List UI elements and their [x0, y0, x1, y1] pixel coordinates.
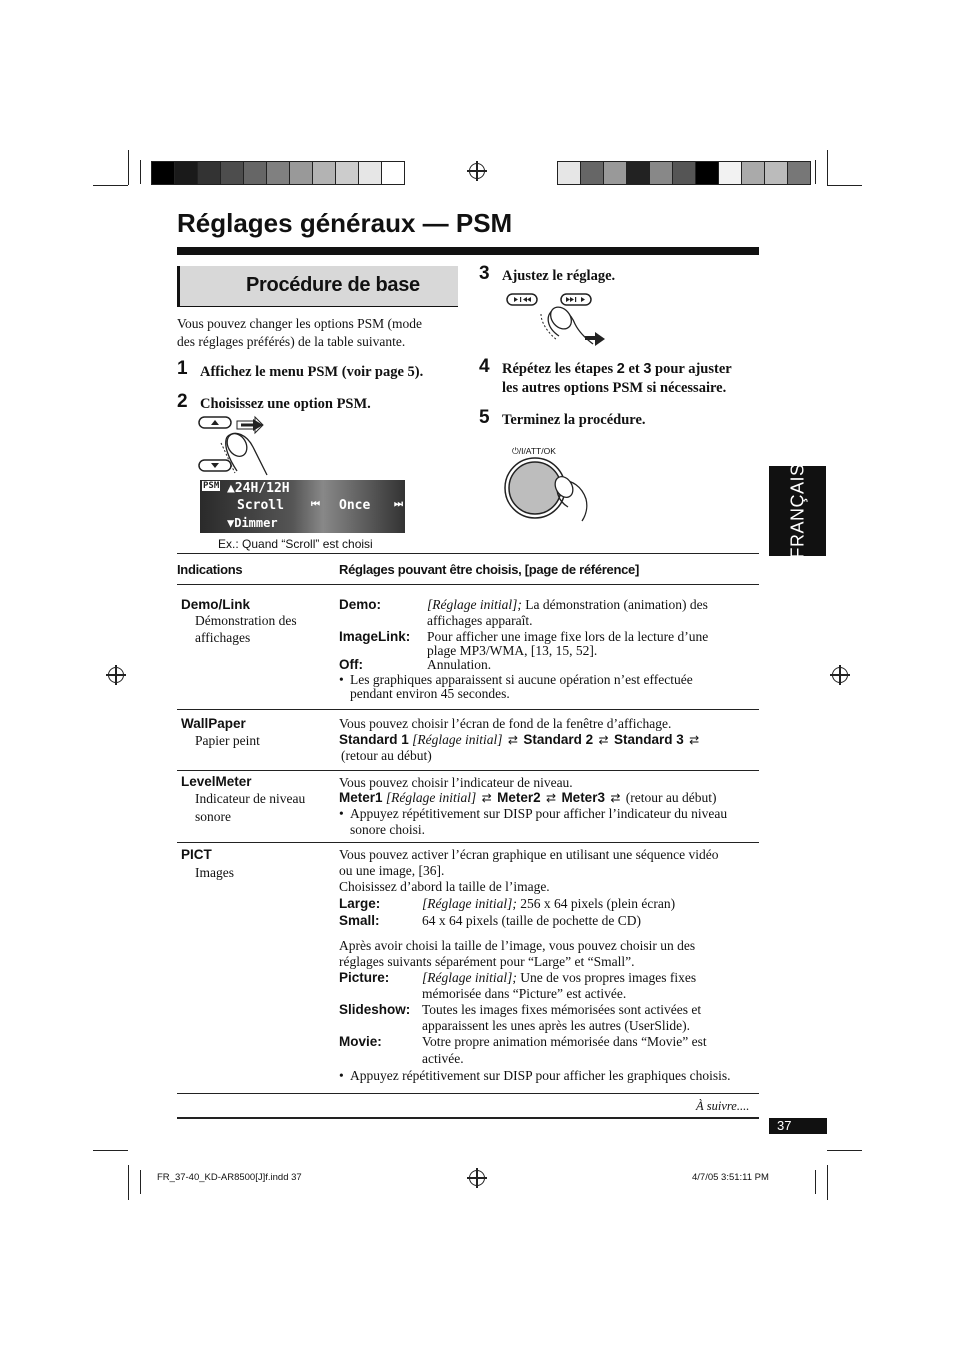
language-tab-label: FRANÇAIS	[787, 463, 807, 559]
levelmeter-note-2: sonore choisi.	[350, 822, 425, 837]
pict-picture-val	[422, 970, 696, 986]
lcd-line-2: Scroll	[237, 498, 284, 513]
color-swatch	[627, 162, 650, 184]
demo-note-2: pendant environ 45 secondes.	[350, 686, 510, 701]
table-header-indications: Indications	[177, 562, 243, 577]
color-bar-left	[151, 161, 405, 185]
pict-picture-text: Une de vos propres images fixes	[520, 970, 697, 985]
row-sub-levelmeter: Indicateur de niveau	[195, 791, 306, 806]
section-subhead	[177, 266, 458, 307]
color-swatch	[696, 162, 719, 184]
color-swatch	[359, 162, 382, 184]
row-name-pict: PICT	[181, 847, 212, 862]
pict-small-key-label: Small:	[339, 913, 380, 928]
row-sub-levelmeter: sonore	[195, 809, 231, 824]
color-swatch	[175, 162, 198, 184]
crop-mark	[140, 1170, 141, 1194]
step-text: Ajustez le réglage.	[502, 268, 616, 284]
crop-mark	[815, 1170, 816, 1194]
row-sub-demo: Démonstration des	[195, 613, 297, 628]
pict-large-key	[339, 896, 380, 912]
color-bar-right	[557, 161, 811, 185]
pict-slideshow-key	[339, 1002, 410, 1018]
demo-val-text: La démonstration (animation) des	[525, 597, 708, 612]
levelmeter-meter-1: Meter1	[339, 790, 383, 805]
color-swatch	[788, 162, 810, 184]
subhead-text: Procédure de base	[246, 274, 420, 296]
footer-left: FR_37-40_KD-AR8500[J]f.indd 37	[157, 1172, 302, 1183]
intro-line-2: des réglages préférés) de la table suivante.	[177, 334, 406, 349]
color-swatch	[221, 162, 244, 184]
step-number: 4	[479, 356, 490, 377]
crop-mark	[827, 1165, 828, 1200]
pict-p2: ou une image, [36].	[339, 863, 445, 878]
pict-picture-val-2: mémorisée dans “Picture” est activée.	[422, 986, 627, 1001]
step-number: 2	[177, 391, 188, 412]
crop-mark	[93, 185, 128, 186]
demo-val-2: affichages apparaît.	[427, 613, 533, 628]
crop-mark	[140, 160, 141, 184]
step4-text-a: Répétez les étapes	[502, 361, 614, 377]
power-button-label: ⏻/I/ATT/OK	[512, 446, 556, 456]
pict-small-key	[339, 913, 380, 929]
color-swatch	[336, 162, 359, 184]
color-swatch	[558, 162, 581, 184]
intro-line-1: Vous pouvez changer les options PSM (mode	[177, 316, 422, 331]
row-sub-pict: Images	[195, 865, 234, 880]
imagelink-val: Pour afficher une image fixe lors de la lecture d’une	[427, 629, 709, 644]
lcd-value: Once	[339, 498, 371, 513]
color-swatch	[673, 162, 696, 184]
pict-picture-key	[339, 970, 389, 986]
step-text: Affichez le menu PSM (voir page 5).	[200, 364, 424, 380]
pict-large-initial: [Réglage initial];	[422, 896, 517, 911]
step-number: 1	[177, 358, 188, 379]
page-number: 37	[777, 1118, 792, 1133]
wallpaper-line-1: Vous pouvez choisir l’écran de fond de la fenêtre d’affichage.	[339, 716, 672, 731]
wallpaper-return: (retour au début)	[341, 748, 432, 763]
crop-mark	[128, 150, 129, 185]
pict-p3: Choisissez d’abord la taille de l’image.	[339, 879, 550, 894]
wallpaper-standard-2: Standard 2	[523, 732, 594, 747]
crop-mark	[93, 1150, 128, 1151]
power-button-illustration	[502, 455, 592, 523]
registration-mark-icon	[469, 163, 485, 179]
off-key-label: Off:	[339, 657, 363, 672]
demo-note: Les graphiques apparaissent si aucune opération n’est effectuée	[350, 672, 693, 687]
step4-ref-3: 3	[643, 361, 652, 377]
registration-mark-icon	[108, 667, 124, 683]
step4-et: et	[628, 361, 640, 377]
page-number-badge	[769, 1118, 827, 1134]
pict-slideshow-val-2: apparaissent les unes après les autres (UserSlide).	[422, 1018, 691, 1033]
step4-ref-2: 2	[616, 361, 625, 377]
color-swatch	[198, 162, 221, 184]
color-swatch	[581, 162, 604, 184]
levelmeter-note: Appuyez répétitivement sur DISP pour afficher l’indicateur du niveau	[350, 806, 728, 821]
off-key	[339, 657, 363, 673]
levelmeter-meter-3: Meter3	[561, 790, 605, 805]
step-text: Terminez la procédure.	[502, 412, 646, 428]
pict-note: Appuyez répétitivement sur DISP pour afficher les graphiques choisis.	[350, 1068, 731, 1083]
title-rule	[177, 247, 759, 255]
row-sub-demo: affichages	[195, 630, 251, 645]
color-swatch	[382, 162, 404, 184]
levelmeter-options	[339, 790, 717, 806]
table-bottom-rule	[177, 1093, 759, 1094]
color-swatch	[765, 162, 788, 184]
demo-key	[339, 597, 381, 613]
cycle-arrow-icon: ⇄	[598, 733, 609, 747]
step-number: 3	[479, 263, 490, 284]
cycle-arrow-icon: ⇄	[507, 733, 518, 747]
table-header-settings: Réglages pouvant être choisis, [page de référence]	[339, 562, 639, 577]
demo-key-label: Demo:	[339, 597, 382, 612]
registration-mark-icon	[469, 1170, 485, 1186]
levelmeter-return: (retour au début)	[625, 790, 717, 805]
wallpaper-standard-3: Standard 3	[613, 732, 684, 747]
bullet: •	[339, 806, 344, 821]
row-rule	[177, 842, 759, 843]
footer-rule	[177, 1117, 759, 1119]
imagelink-key	[339, 629, 410, 645]
step4-text-b: pour ajuster	[655, 361, 732, 377]
lcd-caption: Ex.: Quand “Scroll” est choisi	[218, 537, 373, 551]
color-swatch	[650, 162, 673, 184]
wallpaper-standard-1: Standard 1	[339, 732, 409, 747]
pict-small-val: 64 x 64 pixels (taille de pochette de CD)	[422, 913, 641, 928]
crop-mark	[815, 160, 816, 184]
levelmeter-meter-2: Meter2	[497, 790, 541, 805]
prev-next-buttons-illustration	[505, 292, 610, 352]
lcd-line-1: ▲24H/12H	[227, 481, 290, 496]
levelmeter-line-1: Vous pouvez choisir l’indicateur de niveau.	[339, 775, 573, 790]
color-swatch	[742, 162, 765, 184]
demo-val	[427, 597, 708, 613]
wallpaper-options	[339, 732, 701, 748]
pict-movie-key	[339, 1034, 382, 1050]
lcd-psm-label: PSM	[203, 481, 220, 491]
pict-p5: réglages suivants séparément pour “Large” et “Small”.	[339, 954, 635, 969]
color-swatch	[313, 162, 336, 184]
cycle-arrow-icon: ⇄	[689, 733, 700, 747]
color-swatch	[604, 162, 627, 184]
step-text: Choisissez une option PSM.	[200, 396, 371, 412]
pict-large-key-label: Large:	[339, 896, 381, 911]
wallpaper-initial: [Réglage initial]	[412, 732, 503, 747]
cycle-arrow-icon: ⇄	[546, 791, 557, 805]
footer-right: 4/7/05 3:51:11 PM	[692, 1172, 769, 1183]
row-name-levelmeter: LevelMeter	[181, 774, 252, 789]
imagelink-key-label: ImageLink:	[339, 629, 411, 644]
cycle-arrow-icon: ⇄	[610, 791, 621, 805]
registration-mark-icon	[832, 667, 848, 683]
up-down-buttons-illustration	[197, 415, 277, 477]
pict-picture-initial: [Réglage initial];	[422, 970, 517, 985]
pict-movie-key-label: Movie:	[339, 1034, 382, 1049]
imagelink-val-2: plage MP3/WMA, [13, 15, 52].	[427, 643, 598, 658]
lcd-line-3: ▼Dimmer	[227, 516, 278, 530]
language-tab	[769, 463, 826, 559]
color-swatch	[152, 162, 175, 184]
pict-movie-val-2: activée.	[422, 1051, 464, 1066]
cycle-arrow-icon: ⇄	[481, 791, 492, 805]
step4-line-2: les autres options PSM si nécessaire.	[502, 380, 727, 396]
row-rule	[177, 709, 759, 710]
color-swatch	[719, 162, 742, 184]
levelmeter-initial: [Réglage initial]	[385, 790, 477, 805]
color-swatch	[267, 162, 290, 184]
pict-p4: Après avoir choisi la taille de l’image, vous pouvez choisir un des	[339, 938, 696, 953]
pict-slideshow-key-label: Slideshow:	[339, 1002, 411, 1017]
color-swatch	[290, 162, 313, 184]
crop-mark	[827, 150, 828, 185]
pict-large-val	[422, 896, 675, 912]
pict-p1: Vous pouvez activer l’écran graphique en utilisant une séquence vidéo	[339, 847, 719, 862]
pict-picture-key-label: Picture:	[339, 970, 390, 985]
row-rule	[177, 770, 759, 771]
continue-text: À suivre....	[696, 1099, 750, 1113]
table-header-rule	[177, 584, 759, 585]
lcd-right-icon: ⏭	[394, 499, 403, 510]
pict-movie-val: Votre propre animation mémorisée dans “Movie” est	[422, 1034, 707, 1049]
row-name-wallpaper: WallPaper	[181, 716, 246, 731]
bullet: •	[339, 672, 344, 687]
bullet: •	[339, 1068, 344, 1083]
lcd-display	[200, 480, 405, 533]
lcd-left-icon: ⏮	[311, 499, 320, 510]
crop-mark	[128, 1165, 129, 1200]
crop-mark	[827, 185, 862, 186]
crop-mark	[827, 1150, 862, 1151]
pict-slideshow-val: Toutes les images fixes mémorisées sont activées et	[422, 1002, 702, 1017]
demo-val-initial: [Réglage initial];	[427, 597, 522, 612]
step-number: 5	[479, 407, 490, 428]
step-text-4	[502, 360, 732, 379]
pict-large-text: 256 x 64 pixels (plein écran)	[520, 896, 676, 911]
color-swatch	[244, 162, 267, 184]
page-title: Réglages généraux — PSM	[177, 208, 513, 238]
row-name-demo: Demo/Link	[181, 597, 251, 612]
off-val: Annulation.	[427, 657, 492, 672]
row-sub-wallpaper: Papier peint	[195, 733, 260, 748]
table-top-rule	[177, 553, 759, 554]
